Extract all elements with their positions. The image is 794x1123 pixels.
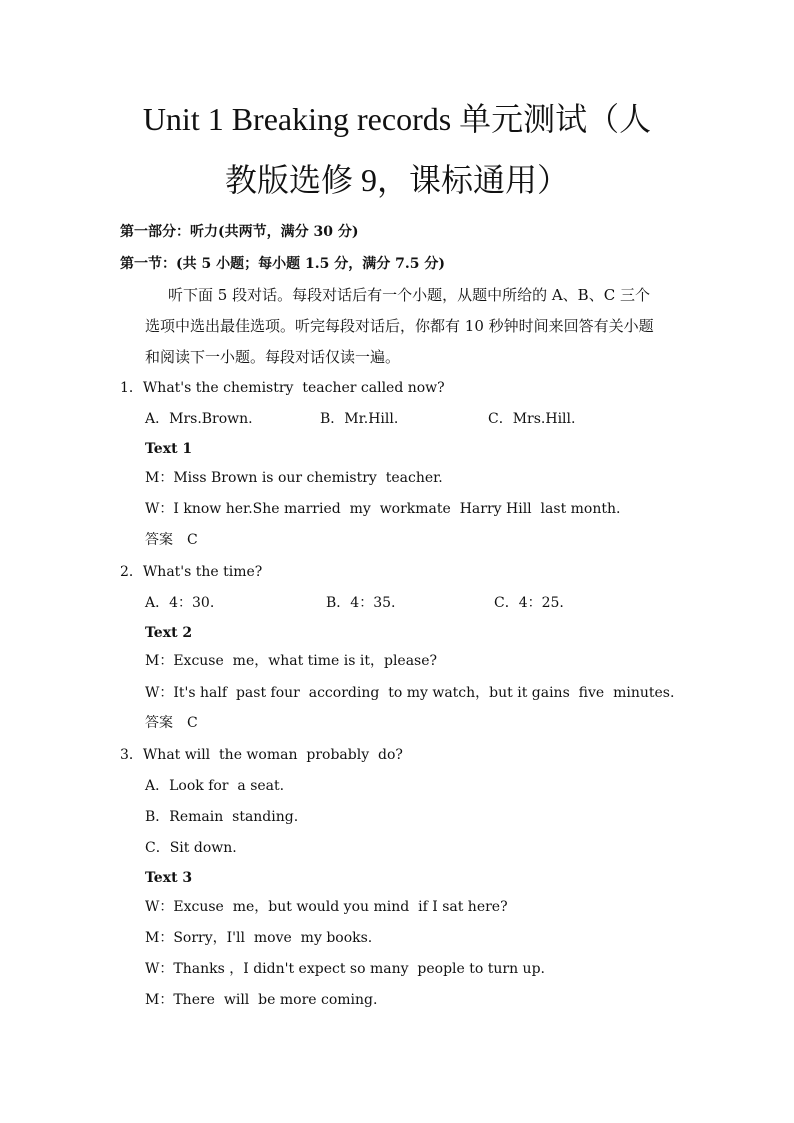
page-title-line-2: 教版选修 9，课标通用） bbox=[224, 162, 569, 198]
q1-option-a: A．Mrs.Brown. bbox=[145, 411, 253, 427]
q1-text-label: Text 1 bbox=[145, 441, 193, 457]
question-2: 2．What's the time? bbox=[120, 564, 263, 580]
question-3: 3．What will the woman probably do? bbox=[120, 747, 403, 763]
q2-option-a: A．4：30. bbox=[145, 595, 215, 611]
q3-option-c: C．Sit down. bbox=[145, 840, 237, 856]
q1-option-c: C．Mrs.Hill. bbox=[488, 411, 576, 427]
instruction-line-2: 选项中选出最佳选项。听完每段对话后，你都有 10 秒钟时间来回答有关小题 bbox=[145, 317, 654, 335]
q3-option-a: A．Look for a seat. bbox=[145, 778, 285, 794]
q2-option-c: C．4：25. bbox=[494, 595, 564, 611]
q1-answer: 答案 C bbox=[145, 532, 198, 548]
q3-dialog-line-2: M：Sorry，I'll move my books. bbox=[145, 930, 373, 946]
q1-option-b: B．Mr.Hill. bbox=[320, 411, 399, 427]
q3-option-b: B．Remain standing. bbox=[145, 809, 299, 825]
question-1: 1．What's the chemistry teacher called now? bbox=[120, 380, 445, 396]
q2-answer: 答案 C bbox=[145, 715, 198, 731]
q3-dialog-line-4: M：There will be more coming. bbox=[145, 992, 378, 1008]
instruction-line-3: 和阅读下一小题。每段对话仅读一遍。 bbox=[145, 348, 401, 366]
instruction-line-1: 听下面 5 段对话。每段对话后有一个小题，从题中所给的 A、B、C 三个 bbox=[168, 286, 650, 304]
q2-option-b: B．4：35. bbox=[326, 595, 396, 611]
q1-dialog-line-2: W：I know her.She married my workmate Harry Hill last month. bbox=[145, 501, 621, 517]
q1-dialog-line-1: M：Miss Brown is our chemistry teacher. bbox=[145, 470, 443, 486]
q2-text-label: Text 2 bbox=[145, 625, 193, 641]
section-heading: 第一节：(共 5 小题；每小题 1.5 分，满分 7.5 分) bbox=[120, 256, 445, 272]
part-heading: 第一部分：听力(共两节，满分 30 分) bbox=[120, 224, 359, 240]
q2-dialog-line-1: M：Excuse me，what time is it，please? bbox=[145, 653, 438, 669]
q3-text-label: Text 3 bbox=[145, 870, 193, 886]
q2-dialog-line-2: W：It's half past four according to my watch，but it gains five minutes. bbox=[145, 685, 675, 701]
page-title-line-1: Unit 1 Breaking records 单元测试（人 bbox=[142, 101, 652, 137]
q3-dialog-line-3: W：Thanks ，I didn't expect so many people to turn up. bbox=[145, 961, 545, 977]
q3-dialog-line-1: W：Excuse me，but would you mind if I sat here? bbox=[145, 899, 508, 915]
